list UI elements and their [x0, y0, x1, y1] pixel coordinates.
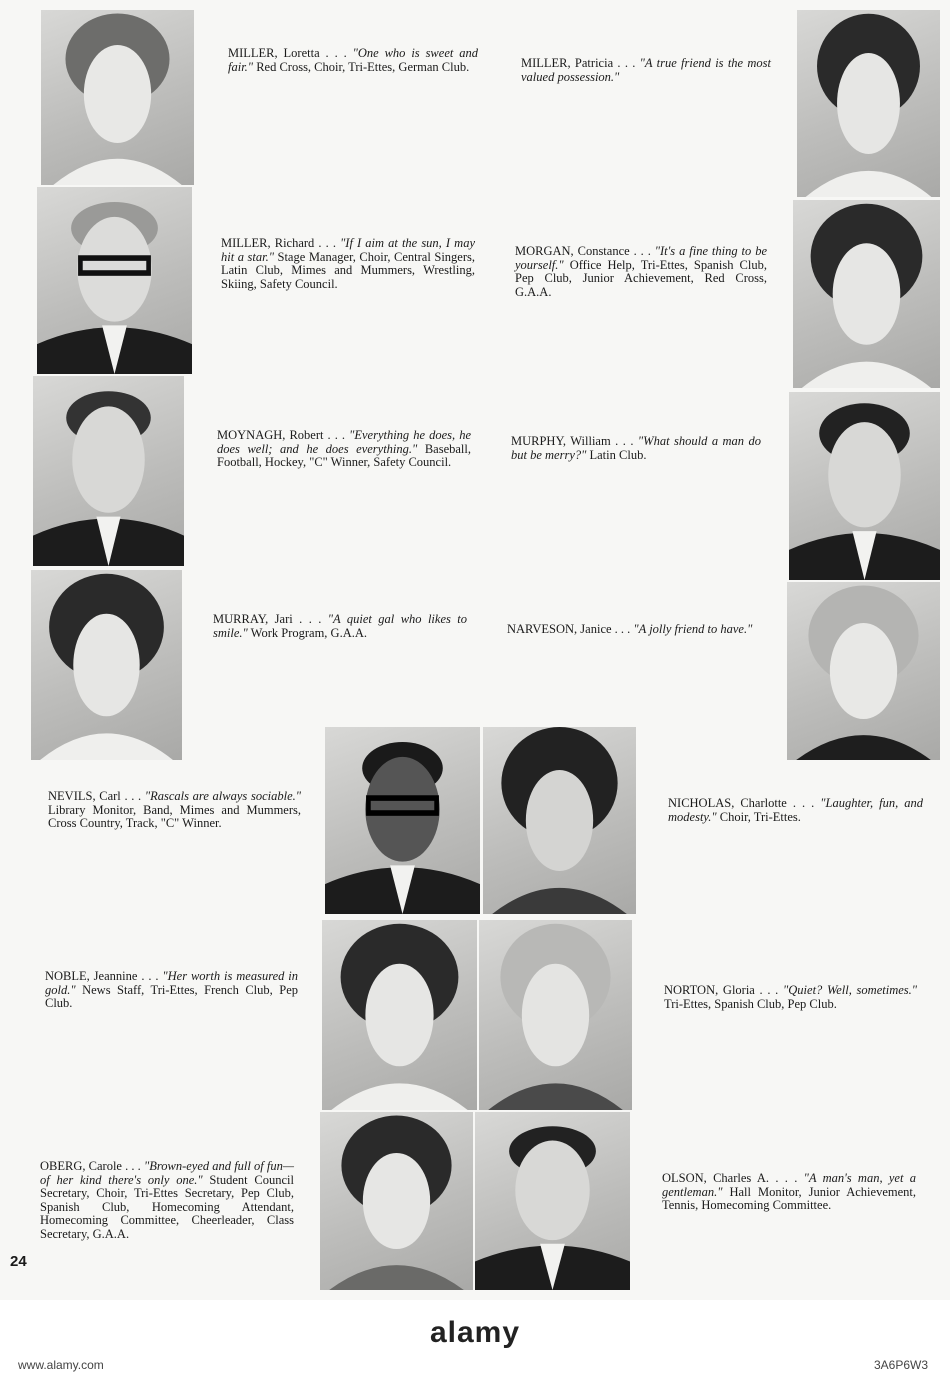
caption-narveson-janice — [507, 623, 757, 637]
student-name: MURRAY, Jari — [213, 612, 293, 626]
portrait-olson-charles — [475, 1112, 630, 1290]
portrait-nevils-carl — [325, 727, 480, 914]
student-activities: Red Cross, Choir, Tri-Ettes, German Club. — [253, 59, 470, 74]
portrait-murray-jari — [31, 570, 182, 760]
student-name: OLSON, Charles A. — [662, 1171, 770, 1185]
image-code: 3A6P6W3 — [874, 1358, 929, 1372]
caption-separator: . . . — [292, 612, 328, 626]
caption-moynagh-robert — [217, 429, 471, 470]
portrait-narveson-janice — [787, 582, 940, 760]
student-activities: Stage Manager, Choir, Central Singers, Latin Club, Mimes and Mummers, Wrestling, Skiing, Safety Council. — [221, 249, 475, 291]
student-quote: "Laughter, fun, and modesty." — [668, 796, 923, 824]
student-activities: Hall Monitor, Junior Achievement, Tennis, Homecoming Committee. — [662, 1184, 916, 1212]
student-quote: "Her worth is measured in gold." — [45, 969, 299, 997]
student-name: OBERG, Carole — [40, 1159, 122, 1173]
student-quote: "Rascals are always sociable." — [144, 789, 301, 803]
caption-separator: . . . — [611, 622, 634, 636]
caption-morgan-constance — [515, 245, 767, 299]
caption-separator: . . . — [610, 434, 638, 448]
caption-noble-jeannine — [45, 970, 298, 1011]
watermark-url[interactable]: www.alamy.com — [18, 1358, 104, 1372]
student-quote: "Quiet? Well, sometimes." — [783, 983, 918, 997]
student-quote: "If I aim at the sun, I may hit a star." — [221, 236, 475, 264]
student-activities: News Staff, Tri-Ettes, French Club, Pep Club. — [45, 982, 298, 1010]
caption-separator: . . . — [121, 1159, 144, 1173]
caption-separator: . . . — [613, 56, 640, 70]
student-activities: Tri-Ettes, Spanish Club, Pep Club. — [664, 996, 837, 1011]
caption-separator: . . . — [137, 969, 163, 983]
caption-miller-richard — [221, 237, 475, 291]
student-activities: Baseball, Football, Hockey, "C" Winner, Safety Council. — [217, 441, 472, 469]
student-name: NORTON, Gloria — [664, 983, 755, 997]
student-name: MOYNAGH, Robert — [217, 428, 324, 442]
caption-separator: . . . — [629, 244, 655, 258]
student-quote: "A jolly friend to have." — [633, 622, 753, 636]
portrait-oberg-carole — [320, 1112, 473, 1290]
student-activities: Work Program, G.A.A. — [247, 625, 368, 640]
student-quote: "Everything he does, he does well; and he does everything." — [217, 428, 471, 456]
caption-miller-patricia — [521, 57, 771, 84]
portrait-murphy-william — [789, 392, 940, 580]
student-name: NOBLE, Jeannine — [45, 969, 138, 983]
student-name: MURPHY, William — [511, 434, 611, 448]
page-number: 24 — [10, 1253, 27, 1270]
caption-separator: . . . — [323, 428, 350, 442]
portrait-morgan-constance — [793, 200, 940, 388]
portrait-norton-gloria — [479, 920, 632, 1110]
portrait-nicholas-charlotte — [483, 727, 636, 914]
caption-norton-gloria — [664, 984, 917, 1011]
caption-separator: . . . — [319, 46, 353, 60]
portrait-miller-patricia — [797, 10, 940, 197]
student-name: NICHOLAS, Charlotte — [668, 796, 787, 810]
student-activities: Latin Club. — [586, 447, 647, 462]
caption-separator: . . . — [769, 1171, 804, 1185]
student-quote: "It's a fine thing to be yourself." — [515, 244, 767, 272]
student-quote: "A true friend is the most valued possession." — [521, 56, 772, 84]
student-name: MILLER, Richard — [221, 236, 315, 250]
caption-nicholas-charlotte — [668, 797, 923, 824]
student-activities: Student Council Secretary, Choir, Tri-Ettes Secretary, Pep Club, Spanish Club, Homecoming Attendant, Homecoming Committee, Cheerleader, Class Secretary, G.A.A. — [40, 1172, 295, 1241]
caption-nevils-carl — [48, 790, 301, 831]
student-quote: "A quiet gal who likes to smile." — [213, 612, 468, 640]
student-activities: Office Help, Tri-Ettes, Spanish Club, Pep Club, Junior Achievement, Red Cross, G.A.A. — [515, 257, 767, 299]
student-quote: "One who is sweet and fair." — [228, 46, 478, 74]
student-name: MILLER, Patricia — [521, 56, 614, 70]
caption-separator: . . . — [314, 236, 341, 250]
caption-separator: . . . — [120, 789, 145, 803]
student-quote: "A man's man, yet a gentleman." — [662, 1171, 916, 1199]
portrait-miller-richard — [37, 187, 192, 374]
student-name: MILLER, Loretta — [228, 46, 320, 60]
student-quote: "What should a man do but be merry?" — [511, 434, 762, 462]
portrait-miller-loretta — [41, 10, 194, 185]
caption-oberg-carole — [40, 1160, 294, 1241]
caption-miller-loretta — [228, 47, 478, 74]
student-name: NEVILS, Carl — [48, 789, 121, 803]
student-activities: Choir, Tri-Ettes. — [716, 809, 801, 824]
caption-separator: . . . — [786, 796, 821, 810]
student-activities: Library Monitor, Band, Mimes and Mummers, Cross Country, Track, "C" Winner. — [48, 802, 301, 830]
student-name: MORGAN, Constance — [515, 244, 630, 258]
watermark-logo: alamy — [429, 1316, 521, 1349]
caption-olson-charles — [662, 1172, 916, 1213]
student-name: NARVESON, Janice — [507, 622, 612, 636]
student-quote: "Brown-eyed and full of fun—of her kind there's only one." — [40, 1159, 294, 1187]
caption-murray-jari — [213, 613, 467, 640]
caption-separator: . . . — [754, 983, 784, 997]
portrait-noble-jeannine — [322, 920, 477, 1110]
portrait-moynagh-robert — [33, 376, 184, 566]
caption-murphy-william — [511, 435, 761, 462]
